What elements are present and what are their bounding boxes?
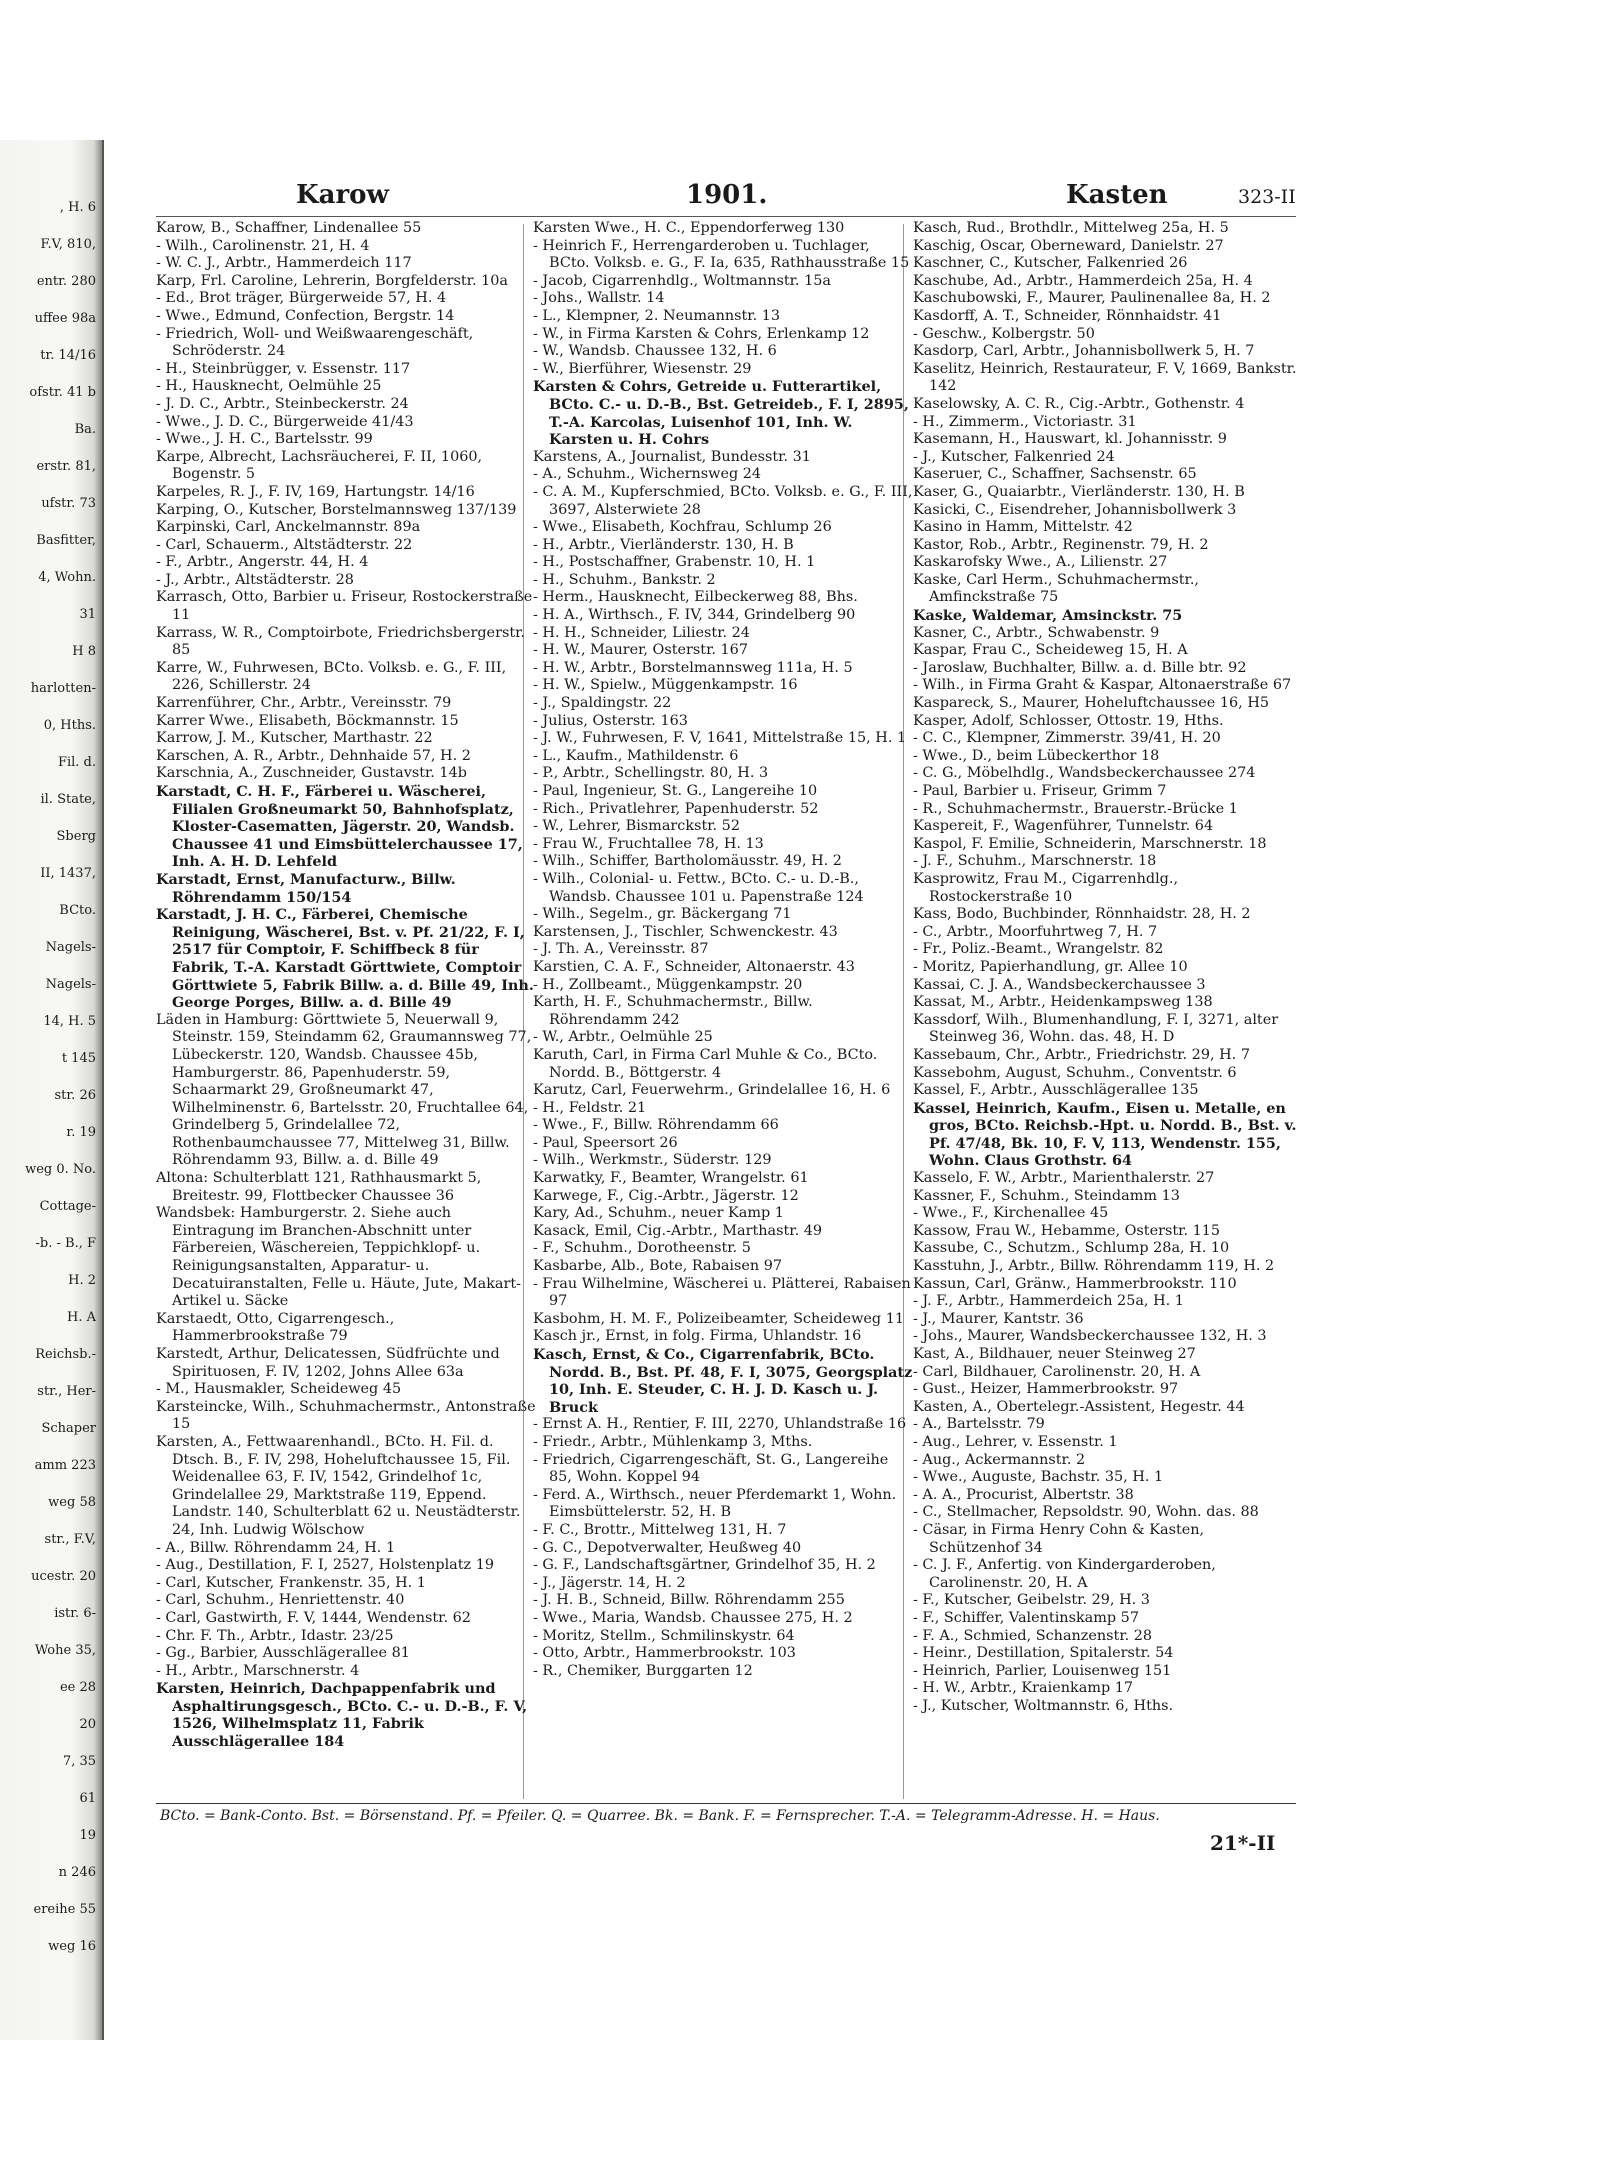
directory-entry: - C., Stellmacher, Repsoldstr. 90, Wohn. das. 88 bbox=[913, 1504, 1259, 1521]
directory-entry: - J. H. B., Schneid, Billw. Röhrendamm 255 bbox=[533, 1592, 845, 1609]
directory-entry: - Paul, Barbier u. Friseur, Grimm 7 bbox=[913, 783, 1167, 799]
column-1 bbox=[156, 220, 536, 1751]
previous-page-fragment: ofstr. 41 b bbox=[29, 385, 96, 400]
directory-entry: - C. A. M., Kupferschmied, BCto. Volksb. e. G., F. III, 3697, Alsterwiete 28 bbox=[533, 483, 913, 518]
directory-entry: Karsteincke, Wilh., Schuhmachermstr., Antonstraße 15 bbox=[156, 1398, 536, 1433]
previous-page-fragment: , H. 6 bbox=[59, 200, 96, 215]
directory-entry: - J. W., Fuhrwesen, F. V, 1641, Mittelstraße 15, H. 1 bbox=[533, 730, 907, 747]
directory-entry: - Friedrich, Cigarrengeschäft, St. G., Langereihe 85, Wohn. Koppel 94 bbox=[533, 1451, 889, 1486]
directory-entry: - G. C., Depotverwalter, Heußweg 40 bbox=[533, 1539, 802, 1556]
directory-entry: Kasbarbe, Alb., Bote, Rabaisen 97 bbox=[533, 1258, 783, 1275]
directory-entry: Karstens, A., Journalist, Bundesstr. 31 bbox=[533, 448, 811, 465]
previous-page-fragment: il. State, bbox=[40, 792, 96, 807]
directory-entry: - Johs., Wallstr. 14 bbox=[533, 290, 665, 307]
directory-entry: Kasbohm, H. M. F., Polizeibeamter, Scheideweg 11 bbox=[533, 1310, 905, 1327]
directory-entry: - Aug., Lehrer, v. Essenstr. 1 bbox=[913, 1433, 1118, 1450]
previous-page-fragment: II, 1437, bbox=[40, 866, 96, 881]
directory-entry: - F. A., Schmied, Schanzenstr. 28 bbox=[913, 1627, 1153, 1644]
previous-page-fragment: entr. 280 bbox=[36, 274, 96, 289]
directory-entry: - H., Feldstr. 21 bbox=[533, 1099, 647, 1116]
directory-entry: - C. C., Klempner, Zimmerstr. 39/41, H. 20 bbox=[913, 730, 1221, 747]
directory-entry: Kassebohm, August, Schuhm., Conventstr. 6 bbox=[913, 1064, 1237, 1081]
directory-entry: - Rich., Privatlehrer, Papenhuderstr. 52 bbox=[533, 800, 819, 817]
previous-page-fragment: weg 0. No. bbox=[25, 1162, 96, 1177]
directory-entry: Karstien, C. A. F., Schneider, Altonaerstr. 43 bbox=[533, 958, 855, 975]
directory-entry: - H., Hausknecht, Oelmühle 25 bbox=[156, 378, 382, 395]
directory-entry: - Wwe., Edmund, Confection, Bergstr. 14 bbox=[156, 307, 455, 324]
directory-entry: - W., Wandsb. Chaussee 132, H. 6 bbox=[533, 343, 777, 360]
directory-entry: - J. F., Arbtr., Hammerdeich 25a, H. 1 bbox=[913, 1293, 1184, 1310]
directory-entry: Karp, Frl. Caroline, Lehrerin, Borgfelderstr. 10a bbox=[156, 272, 508, 289]
previous-page-fragment: ucestr. 20 bbox=[31, 1569, 96, 1584]
directory-entry: Karsten, Heinrich, Dachpappenfabrik und Asphaltirungsgesch., BCto. C.- u. D.-B., F. V, 1526, Wilhelmsplatz 11, Fabrik Ausschlägerallee 184 bbox=[156, 1680, 528, 1751]
directory-entry: - Wilh., Schiffer, Bartholomäusstr. 49, H. 2 bbox=[533, 853, 842, 870]
directory-entry: - J., Spaldingstr. 22 bbox=[533, 695, 672, 712]
directory-entry: - Carl, Schauerm., Altstädterstr. 22 bbox=[156, 536, 413, 553]
directory-entry: - Wwe., J. D. C., Bürgerweide 41/43 bbox=[156, 413, 414, 430]
directory-entry: - Geschw., Kolbergstr. 50 bbox=[913, 325, 1095, 342]
directory-entry: - Carl, Schuhm., Henriettenstr. 40 bbox=[156, 1592, 405, 1609]
previous-page-fragment: 0, Hths. bbox=[43, 718, 96, 733]
directory-entry: - J., Maurer, Kantstr. 36 bbox=[913, 1310, 1084, 1327]
directory-entry: Kassel, F., Arbtr., Ausschlägerallee 135 bbox=[913, 1082, 1199, 1099]
directory-entry: Karpinski, Carl, Anckelmannstr. 89a bbox=[156, 519, 421, 536]
directory-entry: - Otto, Arbtr., Hammerbrookstr. 103 bbox=[533, 1645, 796, 1662]
directory-entry: Kasack, Emil, Cig.-Arbtr., Marthastr. 49 bbox=[533, 1222, 823, 1239]
directory-entry: - Aug., Ackermannstr. 2 bbox=[913, 1451, 1086, 1468]
header-rule bbox=[156, 216, 1296, 217]
directory-entry: Karsten Wwe., H. C., Eppendorferweg 130 bbox=[533, 220, 845, 236]
directory-entry: - J. D. C., Arbtr., Steinbeckerstr. 24 bbox=[156, 395, 409, 412]
directory-entry: Kasner, C., Arbtr., Schwabenstr. 9 bbox=[913, 624, 1160, 641]
previous-page-fragment: ereihe 55 bbox=[33, 1902, 96, 1917]
previous-page-fragment: n 246 bbox=[58, 1865, 96, 1880]
previous-page-fragment: 14, H. 5 bbox=[43, 1014, 96, 1029]
directory-entry: Kassow, Frau W., Hebamme, Osterstr. 115 bbox=[913, 1222, 1221, 1239]
directory-entry: - F., Kutscher, Geibelstr. 29, H. 3 bbox=[913, 1592, 1150, 1609]
previous-page-fragment: uffee 98a bbox=[34, 311, 96, 326]
directory-entry: Kasch, Ernst, & Co., Cigarrenfabrik, BCto. Nordd. B., Bst. Pf. 48, F. I, 3075, Georgsplatz 10, Inh. E. Steuder, C. H. J. D. Kasch u. J. Bruck bbox=[533, 1346, 913, 1416]
directory-entry: Kasprowitz, Frau M., Cigarrenhdlg., Rostockerstraße 10 bbox=[913, 870, 1179, 905]
directory-entry: - H., Steinbrügger, v. Essenstr. 117 bbox=[156, 360, 411, 377]
directory-entry: Kaskarofsky Wwe., A., Lilienstr. 27 bbox=[913, 554, 1168, 571]
previous-page-fragment: ufstr. 73 bbox=[41, 496, 96, 511]
column-3 bbox=[913, 220, 1298, 1715]
directory-entry: - Wilh., in Firma Graht & Kaspar, Altonaerstraße 67 bbox=[913, 677, 1292, 694]
directory-entry: - W. C. J., Arbtr., Hammerdeich 117 bbox=[156, 255, 412, 272]
directory-entry: Karre, W., Fuhrwesen, BCto. Volksb. e. G., F. III, 226, Schillerstr. 24 bbox=[156, 659, 507, 694]
directory-entry: - Chr. F. Th., Arbtr., Idastr. 23/25 bbox=[156, 1627, 394, 1644]
directory-entry: Kasch jr., Ernst, in folg. Firma, Uhlandstr. 16 bbox=[533, 1328, 862, 1345]
directory-entry: Karping, O., Kutscher, Borstelmannsweg 137/139 bbox=[156, 501, 517, 518]
previous-page-fragment: Fil. d. bbox=[57, 755, 96, 770]
directory-entry: - W., Lehrer, Bismarckstr. 52 bbox=[533, 818, 740, 835]
previous-page-fragment: Wohe 35, bbox=[34, 1643, 96, 1658]
directory-entry: - W., in Firma Karsten & Cohrs, Erlenkamp 12 bbox=[533, 325, 870, 342]
directory-entry: Kassat, M., Arbtr., Heidenkampsweg 138 bbox=[913, 994, 1213, 1011]
directory-entry: - Friedrich, Woll- und Weißwaarengeschäft, Schröderstr. 24 bbox=[156, 325, 474, 360]
directory-entry: Kassner, F., Schuhm., Steindamm 13 bbox=[913, 1187, 1180, 1204]
directory-entry: - C., Arbtr., Moorfuhrtweg 7, H. 7 bbox=[913, 923, 1158, 940]
directory-entry: - H. W., Arbtr., Borstelmannsweg 111a, H. 5 bbox=[533, 659, 853, 676]
directory-entry: Karuth, Carl, in Firma Carl Muhle & Co., BCto. Nordd. B., Böttgerstr. 4 bbox=[533, 1046, 878, 1081]
directory-entry: Kaschubowski, F., Maurer, Paulinenallee 8a, H. 2 bbox=[913, 290, 1271, 307]
directory-entry: - Carl, Gastwirth, F. V, 1444, Wendenstr. 62 bbox=[156, 1609, 471, 1626]
directory-entry: - Moritz, Stellm., Schmilinskystr. 64 bbox=[533, 1627, 795, 1644]
directory-entry: Wandsbek: Hamburgerstr. 2. Siehe auch Eintragung im Branchen-Abschnitt unter Färbereien, Wäschereien, Teppichklopf- u. Reinigungsanstalten, Apparatur- u. Decatuiranstalten, Felle u. Häute, Jute, Makart-Artikel u. Säcke bbox=[156, 1205, 522, 1310]
directory-entry: Karrow, J. M., Kutscher, Marthastr. 22 bbox=[156, 730, 433, 747]
directory-entry: - H. W., Spielw., Müggenkampstr. 16 bbox=[533, 677, 798, 694]
directory-entry: - A. A., Procurist, Albertstr. 38 bbox=[913, 1486, 1134, 1503]
directory-entry: - Herm., Hausknecht, Eilbeckerweg 88, Bhs. bbox=[533, 589, 858, 606]
directory-entry: - H. A., Wirthsch., F. IV, 344, Grindelberg 90 bbox=[533, 607, 856, 624]
directory-entry: - W., Arbtr., Oelmühle 25 bbox=[533, 1029, 713, 1046]
previous-page-fragment: 31 bbox=[79, 607, 96, 622]
directory-entry: - F., Schiffer, Valentinskamp 57 bbox=[913, 1609, 1139, 1626]
previous-page-fragment: Cottage- bbox=[39, 1199, 96, 1214]
directory-entry: - A., Billw. Röhrendamm 24, H. 1 bbox=[156, 1539, 396, 1556]
header-left-keyword: Karow bbox=[296, 180, 389, 210]
previous-page-fragment: str., Her- bbox=[37, 1384, 96, 1399]
previous-page-fragment: BCto. bbox=[59, 903, 96, 918]
directory-entry: - Frau W., Fruchtallee 78, H. 13 bbox=[533, 835, 764, 852]
directory-entry: Kassun, Carl, Gränw., Hammerbrookstr. 110 bbox=[913, 1275, 1237, 1292]
directory-entry: - Aug., Destillation, F. I, 2527, Holstenplatz 19 bbox=[156, 1557, 495, 1574]
directory-entry: - J., Kutscher, Falkenried 24 bbox=[913, 448, 1115, 465]
directory-entry: Kaske, Carl Herm., Schuhmachermstr., Amfinckstraße 75 bbox=[913, 571, 1199, 606]
directory-entry: Karutz, Carl, Feuerwehrm., Grindelallee 16, H. 6 bbox=[533, 1082, 891, 1099]
directory-entry: Karrenführer, Chr., Arbtr., Vereinsstr. 79 bbox=[156, 695, 452, 712]
directory-entry: Kaschig, Oscar, Oberneward, Danielstr. 27 bbox=[913, 237, 1224, 254]
directory-entry: - J. F., Schuhm., Marschnerstr. 18 bbox=[913, 853, 1157, 870]
column-2 bbox=[533, 220, 913, 1680]
directory-entry: - Wwe., Auguste, Bachstr. 35, H. 1 bbox=[913, 1469, 1164, 1486]
directory-entry: Karschen, A. R., Arbtr., Dehnhaide 57, H. 2 bbox=[156, 747, 471, 764]
directory-entry: Kaspareck, S., Maurer, Hoheluftchaussee 16, H5 bbox=[913, 695, 1270, 712]
directory-entry: - Gg., Barbier, Ausschlägerallee 81 bbox=[156, 1645, 410, 1662]
previous-page-fragment: harlotten- bbox=[30, 681, 96, 696]
directory-entry: Karpeles, R. J., F. IV, 169, Hartungstr. 14/16 bbox=[156, 483, 475, 500]
directory-entry: - Wwe., F., Billw. Röhrendamm 66 bbox=[533, 1117, 779, 1134]
previous-page-fragment: str., F.V, bbox=[44, 1532, 96, 1547]
directory-entry: - Heinrich F., Herrengarderoben u. Tuchlager, BCto. Volksb. e. G., F. Ia, 635, Rathhausstraße 15 bbox=[533, 237, 910, 272]
directory-entry: - Wwe., F., Kirchenallee 45 bbox=[913, 1205, 1109, 1222]
directory-entry: - Frau Wilhelmine, Wäscherei u. Plätterei, Rabaisen 97 bbox=[533, 1275, 911, 1310]
directory-entry: - H., Postschaffner, Grabenstr. 10, H. 1 bbox=[533, 554, 816, 571]
directory-entry: - Jacob, Cigarrenhdlg., Woltmannstr. 15a bbox=[533, 272, 831, 289]
directory-entry: Kasdorff, A. T., Schneider, Rönnhaidstr. 41 bbox=[913, 307, 1222, 324]
previous-page-fragment: 19 bbox=[79, 1828, 96, 1843]
directory-entry: Kasdorp, Carl, Arbtr., Johannisbollwerk 5, H. 7 bbox=[913, 343, 1255, 360]
directory-entry: Kaspereit, F., Wagenführer, Tunnelstr. 64 bbox=[913, 818, 1214, 835]
directory-entry: - H. H., Schneider, Liliestr. 24 bbox=[533, 624, 750, 641]
directory-entry: - A., Bartelsstr. 79 bbox=[913, 1416, 1045, 1433]
previous-page-fragment: 7, 35 bbox=[62, 1754, 96, 1769]
directory-entry: Läden in Hamburg: Görttwiete 5, Neuerwall 9, Steinstr. 159, Steindamm 62, Graumannsweg 77, Lübeckerstr. 120, Wandsb. Chaussee 45b, Hamburgerstr. 86, Papenhuderstr. 59, Schaarmarkt 29, Großneumarkt 47, Wilhelminenstr. 6, Bartelsstr. 20, Fruchtallee 64, Grindelberg 5, Grindelallee 72, Rothenbaumchaussee 77, Mittelweg 31, Billw. Röhrendamm 93, Billw. a. d. Bille 49 bbox=[156, 1011, 532, 1169]
directory-entry: - H., Zimmerm., Victoriastr. 31 bbox=[913, 413, 1137, 430]
directory-entry: Kaselitz, Heinrich, Restaurateur, F. V, 1669, Bankstr. 142 bbox=[913, 360, 1297, 395]
directory-entry: Karwege, F., Cig.-Arbtr., Jägerstr. 12 bbox=[533, 1187, 799, 1204]
directory-entry: Kassai, C. J. A., Wandsbeckerchaussee 3 bbox=[913, 976, 1206, 993]
directory-entry: Kasten, A., Obertelegr.-Assistent, Hegestr. 44 bbox=[913, 1398, 1245, 1415]
page-number: 323-II bbox=[1238, 186, 1296, 208]
directory-entry: Kasstuhn, J., Arbtr., Billw. Röhrendamm 119, H. 2 bbox=[913, 1258, 1275, 1275]
directory-entry: Karschnia, A., Zuschneider, Gustavstr. 14b bbox=[156, 765, 467, 782]
directory-entry: - Julius, Osterstr. 163 bbox=[533, 712, 688, 729]
directory-entry: Karstensen, J., Tischler, Schwenckestr. 43 bbox=[533, 923, 838, 940]
directory-entry: Karrass, W. R., Comptoirbote, Friedrichsbergerstr. 85 bbox=[156, 624, 525, 659]
directory-entry: Kassube, C., Schutzm., Schlump 28a, H. 10 bbox=[913, 1240, 1230, 1257]
directory-entry: Kassebaum, Chr., Arbtr., Friedrichstr. 29, H. 7 bbox=[913, 1046, 1250, 1063]
directory-entry: - Johs., Maurer, Wandsbeckerchaussee 132, H. 3 bbox=[913, 1328, 1267, 1345]
directory-entry: - P., Arbtr., Schellingstr. 80, H. 3 bbox=[533, 765, 769, 782]
directory-entry: Altona: Schulterblatt 121, Rathhausmarkt 5, Breitestr. 99, Flottbecker Chaussee 36 bbox=[156, 1170, 482, 1204]
previous-page-fragment: Nagels- bbox=[45, 977, 96, 992]
directory-entry: - Heinr., Destillation, Spitalerstr. 54 bbox=[913, 1645, 1174, 1662]
directory-entry: - H., Arbtr., Marschnerstr. 4 bbox=[156, 1662, 360, 1679]
directory-entry: - G. F., Landschaftsgärtner, Grindelhof 35, H. 2 bbox=[533, 1557, 876, 1574]
previous-page-edge bbox=[0, 140, 104, 2040]
previous-page-fragment: Sberg bbox=[56, 829, 96, 844]
previous-page-fragment: H. 2 bbox=[68, 1273, 96, 1288]
directory-entry: Karstadt, C. H. F., Färberei u. Wäscherei, Filialen Großneumarkt 50, Bahnhofsplatz, Kloster-Casematten, Jägerstr. 20, Wandsb. Chaussee 41 und Eimsbüttelerchaussee 17, Inh. A. H. D. Lehfeld bbox=[156, 783, 523, 871]
directory-entry: Kasicki, C., Eisendreher, Johannisbollwerk 3 bbox=[913, 501, 1237, 518]
previous-page-fragment: 20 bbox=[79, 1717, 96, 1732]
directory-entry: - Wilh., Segelm., gr. Bäckergang 71 bbox=[533, 906, 792, 923]
directory-entry: - F., Schuhm., Dorotheenstr. 5 bbox=[533, 1240, 751, 1257]
previous-page-fragment: tr. 14/16 bbox=[40, 348, 96, 363]
previous-page-fragment: weg 58 bbox=[48, 1495, 96, 1510]
directory-entry: Karstaedt, Otto, Cigarrengesch., Hammerbrookstraße 79 bbox=[156, 1310, 395, 1345]
directory-entry: - F. C., Brottr., Mittelweg 131, H. 7 bbox=[533, 1521, 787, 1538]
directory-entry: Kary, Ad., Schuhm., neuer Kamp 1 bbox=[533, 1205, 784, 1222]
directory-entry: Kassel, Heinrich, Kaufm., Eisen u. Metalle, en gros, BCto. Reichsb.-Hpt. u. Nordd. B., Bst. v. Pf. 47/48, Bk. 10, F. V, 113, Wendenstr. 155, Wohn. Claus Grothstr. 64 bbox=[913, 1099, 1297, 1170]
previous-page-fragment: r. 19 bbox=[66, 1125, 96, 1140]
directory-entry: Kaselowsky, A. C. R., Cig.-Arbtr., Gothenstr. 4 bbox=[913, 395, 1245, 412]
header-right-keyword: Kasten bbox=[1066, 180, 1168, 210]
directory-entry: Kastor, Rob., Arbtr., Reginenstr. 79, H. 2 bbox=[913, 536, 1209, 553]
directory-entry: - Ed., Brot träger, Bürgerweide 57, H. 4 bbox=[156, 290, 447, 307]
previous-page-fragment: ee 28 bbox=[59, 1680, 96, 1695]
directory-entry: - R., Schuhmachermstr., Brauerstr.-Brücke 1 bbox=[913, 800, 1238, 817]
previous-page-fragment: Reichsb.- bbox=[35, 1347, 96, 1362]
directory-entry: Karsten, A., Fettwaarenhandl., BCto. H. Fil. d. Dtsch. B., F. IV, 298, Hoheluftchaussee 15, Fil. Weidenallee 63, F. IV, 1542, Grindelhof 1c, Grindelallee 29, Marktstraße 119, Eppend. Landstr. 140, Schulterblatt 62 u. Neustädterstr. 24, Inh. Ludwig Wölschow bbox=[156, 1433, 521, 1538]
directory-entry: - H., Zollbeamt., Müggenkampstr. 20 bbox=[533, 976, 803, 993]
previous-page-fragment: H 8 bbox=[72, 644, 96, 659]
directory-entry: Kast, A., Bildhauer, neuer Steinweg 27 bbox=[913, 1346, 1196, 1362]
previous-page-fragment: Schaper bbox=[41, 1421, 96, 1436]
previous-page-fragment: amm 223 bbox=[34, 1458, 96, 1473]
directory-entry: Karsten & Cohrs, Getreide u. Futterartikel, BCto. C.- u. D.-B., Bst. Getreideb., F. I, 2895, T.-A. Karcolas, Luisenhof 101, Inh. W. Karsten u. H. Cohrs bbox=[533, 378, 909, 449]
previous-page-fragment: 61 bbox=[79, 1791, 96, 1806]
directory-entry: - J. Th. A., Vereinsstr. 87 bbox=[533, 941, 709, 958]
directory-entry: - H. W., Maurer, Osterstr. 167 bbox=[533, 642, 748, 659]
directory-entry: - C. G., Möbelhdlg., Wandsbeckerchaussee 274 bbox=[913, 765, 1256, 782]
header-year: 1901. bbox=[686, 180, 768, 210]
directory-entry: - L., Kaufm., Mathildenstr. 6 bbox=[533, 747, 739, 764]
directory-entry: - W., Bierführer, Wiesenstr. 29 bbox=[533, 360, 752, 377]
directory-entry: Kasselo, F. W., Arbtr., Marienthalerstr. 27 bbox=[913, 1170, 1215, 1187]
directory-entry: Karth, H. F., Schuhmachermstr., Billw. Röhrendamm 242 bbox=[533, 994, 813, 1028]
previous-page-fragment: 4, Wohn. bbox=[38, 570, 96, 585]
directory-entry: - A., Schuhm., Wichernsweg 24 bbox=[533, 466, 762, 483]
directory-entry: - Carl, Kutscher, Frankenstr. 35, H. 1 bbox=[156, 1574, 426, 1591]
sheet-signature: 21*-II bbox=[1210, 1831, 1276, 1855]
previous-page-fragment: t 145 bbox=[61, 1051, 96, 1066]
directory-entry: Kaspar, Frau C., Scheideweg 15, H. A bbox=[913, 642, 1188, 659]
directory-entry: - H. W., Arbtr., Kraienkamp 17 bbox=[913, 1680, 1134, 1697]
directory-entry: - Wwe., J. H. C., Bartelsstr. 99 bbox=[156, 431, 373, 448]
directory-entry: Kass, Bodo, Buchbinder, Rönnhaidstr. 28, H. 2 bbox=[913, 906, 1251, 923]
directory-entry: Karstadt, Ernst, Manufacturw., Billw. Röhrendamm 150/154 bbox=[156, 870, 456, 906]
previous-page-fragment: str. 26 bbox=[54, 1088, 96, 1103]
directory-entry: - Wwe., Elisabeth, Kochfrau, Schlump 26 bbox=[533, 519, 832, 536]
previous-page-fragment: istr. 6- bbox=[54, 1606, 96, 1621]
directory-entry: Karrer Wwe., Elisabeth, Böckmannstr. 15 bbox=[156, 712, 459, 729]
directory-entry: - Wwe., D., beim Lübeckerthor 18 bbox=[913, 747, 1160, 764]
previous-page-fragment: Ba. bbox=[74, 422, 96, 437]
directory-entry: - R., Chemiker, Burggarten 12 bbox=[533, 1662, 753, 1679]
directory-entry: Kasch, Rud., Brothdlr., Mittelweg 25a, H. 5 bbox=[913, 220, 1229, 236]
directory-entry: - Wilh., Colonial- u. Fettw., BCto. C.- u. D.-B., Wandsb. Chaussee 101 u. Papenstraße 124 bbox=[533, 870, 864, 905]
directory-entry: - Heinrich, Parlier, Louisenweg 151 bbox=[913, 1662, 1172, 1679]
directory-entry: - H., Arbtr., Vierländerstr. 130, H. B bbox=[533, 536, 794, 553]
footer-rule bbox=[156, 1803, 1296, 1804]
previous-page-fragment: Nagels- bbox=[45, 940, 96, 955]
directory-entry: - Fr., Poliz.-Beamt., Wrangelstr. 82 bbox=[913, 941, 1164, 958]
directory-entry: - H., Schuhm., Bankstr. 2 bbox=[533, 571, 716, 588]
directory-entry: - Ferd. A., Wirthsch., neuer Pferdemarkt 1, Wohn. Eimsbüttelerstr. 52, H. B bbox=[533, 1486, 897, 1521]
directory-entry: Karow, B., Schaffner, Lindenallee 55 bbox=[156, 220, 422, 236]
directory-entry: Karwatky, F., Beamter, Wrangelstr. 61 bbox=[533, 1170, 809, 1187]
directory-entry: - Friedr., Arbtr., Mühlenkamp 3, Mths. bbox=[533, 1433, 813, 1450]
directory-entry: Karpe, Albrecht, Lachsräucherei, F. II, 1060, Bogenstr. 5 bbox=[156, 448, 483, 483]
directory-entry: Kaspol, F. Emilie, Schneiderin, Marschnerstr. 18 bbox=[913, 835, 1267, 852]
previous-page-fragment: H. A bbox=[67, 1310, 96, 1325]
directory-entry: - Carl, Bildhauer, Carolinenstr. 20, H. A bbox=[913, 1363, 1201, 1380]
directory-entry: Kaschube, Ad., Arbtr., Hammerdeich 25a, H. 4 bbox=[913, 272, 1253, 289]
directory-entry: - J., Kutscher, Woltmannstr. 6, Hths. bbox=[913, 1697, 1174, 1714]
directory-entry: - Moritz, Papierhandlung, gr. Allee 10 bbox=[913, 958, 1188, 975]
directory-entry: Karstadt, J. H. C., Färberei, Chemische Reinigung, Wäscherei, Bst. v. Pf. 21/22, F. I, 2517 für Comptoir, F. Schiffbeck 8 für Fabrik, T.-A. Karstadt Görttwiete, Comptoir Görttwiete 5, Fabrik Billw. a. d. Bille 49, Inh. George Porges, Billw. a. d. Bille 49 bbox=[156, 906, 534, 1012]
directory-entry: Kassdorf, Wilh., Blumenhandlung, F. I, 3271, alter Steinweg 36, Wohn. das. 48, H. D bbox=[913, 1011, 1279, 1046]
page-header bbox=[116, 180, 1296, 216]
directory-entry: - J., Jägerstr. 14, H. 2 bbox=[533, 1574, 686, 1591]
previous-page-fragment: -b. - B., F bbox=[35, 1236, 96, 1251]
directory-entry: - M., Hausmakler, Scheideweg 45 bbox=[156, 1381, 402, 1398]
directory-entry: Kaschner, C., Kutscher, Falkenried 26 bbox=[913, 255, 1188, 272]
directory-entry: Kasper, Adolf, Schlosser, Ottostr. 19, Hths. bbox=[913, 712, 1224, 729]
directory-entry: - L., Klempner, 2. Neumannstr. 13 bbox=[533, 307, 781, 324]
directory-page bbox=[116, 168, 1296, 2068]
directory-entry: - C. J. F., Anfertig. von Kindergarderoben, Carolinenstr. 20, H. A bbox=[913, 1557, 1216, 1591]
directory-entry: - F., Arbtr., Angerstr. 44, H. 4 bbox=[156, 554, 369, 571]
directory-entry: - Paul, Speersort 26 bbox=[533, 1134, 678, 1151]
directory-entry: Kasemann, H., Hauswart, kl. Johannisstr. 9 bbox=[913, 431, 1227, 448]
directory-entry: - Jaroslaw, Buchhalter, Billw. a. d. Bille btr. 92 bbox=[913, 659, 1247, 676]
directory-entry: Kaseruer, C., Schaffner, Sachsenstr. 65 bbox=[913, 466, 1197, 483]
directory-entry: - J., Arbtr., Altstädterstr. 28 bbox=[156, 571, 354, 588]
previous-page-fragment: F.V, 810, bbox=[40, 237, 96, 252]
directory-entry: Karrasch, Otto, Barbier u. Friseur, Rostockerstraße 11 bbox=[156, 589, 533, 624]
directory-entry: - Cäsar, in Firma Henry Cohn & Kasten, Schützenhof 34 bbox=[913, 1521, 1205, 1556]
previous-page-fragment: erstr. 81, bbox=[36, 459, 96, 474]
directory-entry: - Wilh., Carolinenstr. 21, H. 4 bbox=[156, 237, 370, 254]
directory-entry: Kaser, G., Quaiarbtr., Vierländerstr. 130, H. B bbox=[913, 483, 1245, 500]
directory-entry: Karstedt, Arthur, Delicatessen, Südfrüchte und Spirituosen, F. IV, 1202, Johns Allee 63a bbox=[156, 1346, 500, 1380]
directory-entry: - Gust., Heizer, Hammerbrookstr. 97 bbox=[913, 1381, 1179, 1398]
previous-page-fragment: Basfitter, bbox=[36, 533, 96, 548]
directory-entry: Kaske, Waldemar, Amsinckstr. 75 bbox=[913, 607, 1183, 625]
directory-entry: - Wwe., Maria, Wandsb. Chaussee 275, H. 2 bbox=[533, 1609, 853, 1626]
directory-entry: - Paul, Ingenieur, St. G., Langereihe 10 bbox=[533, 783, 818, 799]
directory-entry: Kasino in Hamm, Mittelstr. 42 bbox=[913, 519, 1133, 536]
abbreviation-legend: BCto. = Bank-Conto. Bst. = Börsenstand. Pf. = Pfeiler. Q. = Quarree. Bk. = Bank. F. = Fernsprecher. T.-A. = Telegramm-Adresse. H. = Haus. bbox=[160, 1808, 1160, 1824]
directory-entry: - Wilh., Werkmstr., Süderstr. 129 bbox=[533, 1152, 772, 1169]
previous-page-fragment: weg 16 bbox=[48, 1939, 96, 1954]
directory-entry: - Ernst A. H., Rentier, F. III, 2270, Uhlandstraße 16 bbox=[533, 1416, 907, 1433]
